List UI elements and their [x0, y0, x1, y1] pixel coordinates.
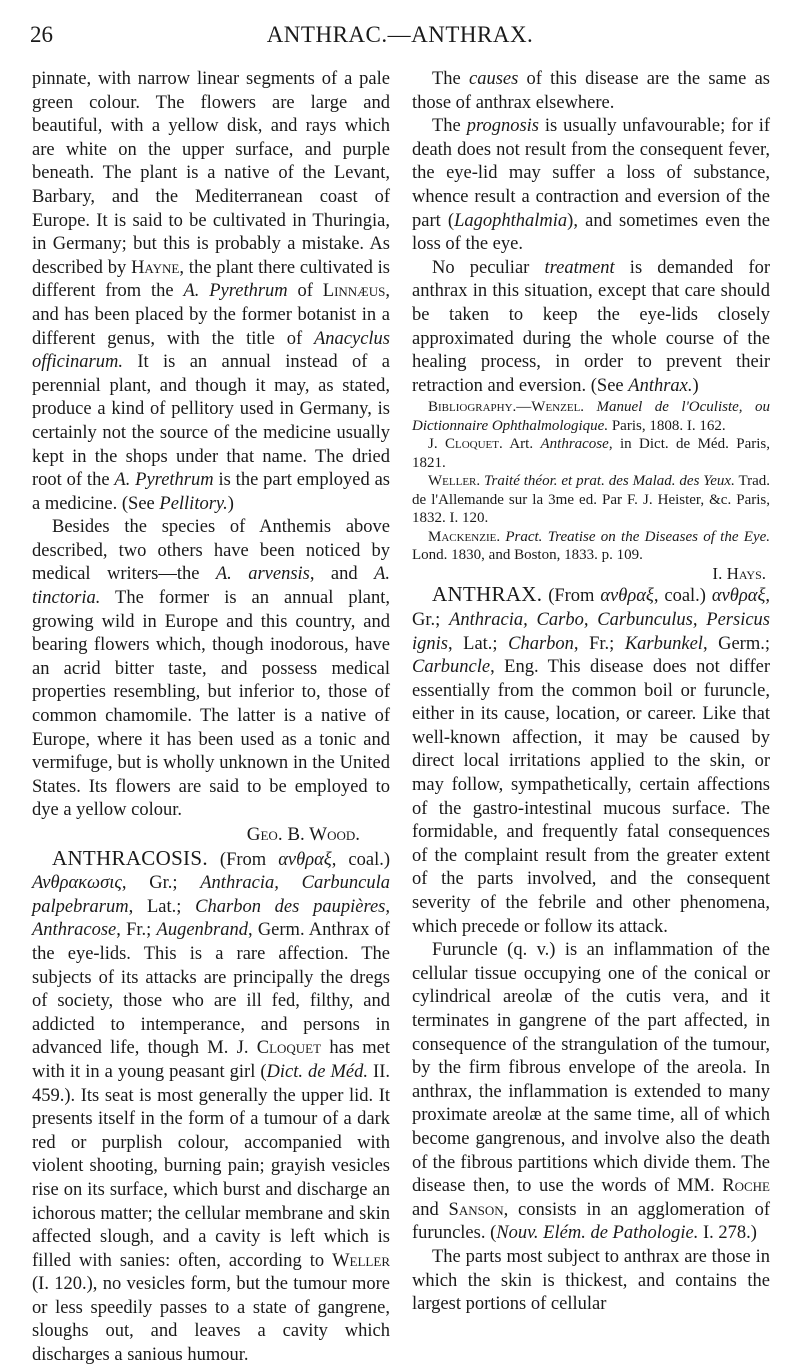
text-run: , Gr.; — [412, 586, 770, 630]
text-run: I. 278.) — [698, 1223, 757, 1244]
italic-text: ανθραξ — [600, 586, 654, 607]
signature: I. Hays. — [712, 563, 766, 583]
small-caps-text: Hayne — [131, 257, 180, 278]
entry-anthrax — [412, 583, 770, 939]
text-run: , in Dict. de Méd. Paris, 1821. — [412, 436, 770, 471]
text-run: Besides the species of Anthemis above described, two others have been noticed by medical writers—the — [32, 517, 390, 585]
italic-text: A. tinctoria. — [32, 564, 391, 609]
text-run: The — [432, 69, 469, 89]
headword: ANTHRACOSIS. — [52, 845, 208, 870]
paragraph — [32, 516, 390, 823]
italic-text: Dict. de Méd. — [266, 1061, 369, 1082]
bibliography-item — [412, 528, 770, 565]
text-run: (From — [542, 586, 601, 607]
text-run: , consists in an agglomeration of furuncles. ( — [412, 1199, 770, 1244]
text-run: The — [432, 116, 467, 137]
bibliography-item — [412, 398, 770, 435]
small-caps-text: Bibliography.—Wenzel. — [428, 399, 585, 416]
italic-text: Augenbrand — [156, 920, 248, 941]
text-run: It is an annual instead of a perennial plant, and though it may, as stated, produce a kind of pellitory used in Germany, is certainly not the source of the medicine usually kept in the shops under that name. The dried root of the — [32, 352, 390, 491]
italic-text: Lagophthalmia — [454, 210, 568, 231]
text-run: , Germ.; — [702, 633, 770, 654]
italic-text: ανθραξ — [711, 586, 766, 607]
italic-text: Anthrax. — [628, 375, 693, 396]
text-run: , Germ. Anthrax of the eye-lids. This is a rare affection. The subjects of its attacks are principally the dregs of society, those who are ill fed, filthy, and addicted to intemperance, and persons in advanced life, though M. J. — [32, 920, 390, 1059]
text-run: ) — [227, 493, 234, 514]
text-run: of this disease are the same as those of anthrax elsewhere. — [412, 69, 770, 113]
italic-text: Anthracia, Carbuncula palpebrarum — [32, 873, 390, 917]
small-caps-text: Weller. — [428, 473, 481, 490]
italic-text: Charbon des paupières, Anthracose — [32, 896, 390, 941]
text-run: The former is an annual plant, growing wild in Europe and this country, and bearing flowers which, though inodorous, have an acrid bitter taste, and possess medical properties resembling, but inferior to, those of common chamomile. The latter is a native of Europe, where it has been used as a tonic and vermifuge, but is wholly unknown in the United States. Its flowers are said to be employed to dye a yellow colour. — [32, 588, 390, 821]
text-run: , Eng. This disease does not differ essentially from the common boil or furuncle, either in its cause, location, or career. Like that well-known affection, it may be caused by direct local irritations applied to the skin, or may follow, sympathetically, certain affections of the gastro-intestinal mucous surface. The formidable, and frequently fatal consequences of the complaint result from the greater extent of the parts involved, and the consequent severity of the febrile and other phenomena, which precede or follow its attack. — [412, 657, 770, 937]
text-run: is the part employed as a medicine. (See — [32, 470, 390, 514]
italic-text: Charbon — [508, 633, 574, 654]
italic-text: Anthracose — [540, 436, 609, 453]
italic-text: A. arvensis — [215, 564, 310, 585]
page-number: 26 — [30, 22, 53, 47]
italic-text: Traité théor. et prat. des Malad. des Yeux. — [484, 473, 735, 490]
bibliography-item — [412, 472, 770, 528]
italic-text: Anacyclus officinarum. — [32, 328, 390, 373]
text-run: , coal.) — [331, 849, 390, 870]
text-run: of — [287, 281, 323, 302]
italic-text: Anthracia, Carbo, Carbunculus, Persicus ignis — [412, 609, 770, 654]
text-run: , the plant there cultivated is different from the — [32, 257, 390, 302]
text-run: II. 459.). Its seat is most generally the upper lid. It presents itself in the form of a tumour of a dark red or purplish colour, accompanied with violent shooting, burning pain; grayish vesicles rise on its surface, which burst and discharge an ichorous matter; the cellular membrane and skin affected slough, and a cavity is left which is filled with sanies: often, according to — [32, 1061, 390, 1271]
small-caps-text: Linnæus — [322, 281, 386, 302]
small-caps-text: Cloquet — [256, 1038, 322, 1059]
italic-text: Manuel de l'Oculiste, ou Dictionnaire Ophthalmologique. — [412, 399, 771, 434]
bibliography — [412, 398, 770, 583]
text-run: Furuncle (q. v.) is an inflammation of the cellular tissue occupying one of the conical or cylindrical areolæ of the cutis vera, and it terminates in gangrene of the part affected, in consequence of the strangulation of the tumour, by the firm fibrous envelope of the areola. In anthrax, the inflammation is extended to many proximate areolæ at the same time, all of which become gangrenous, and involve also the death of the fibrous partitions which divide them. The disease then, to use the words of MM. — [412, 940, 770, 1197]
text-run: is demanded for anthrax in this situation, except that care should be taken to keep the eye-lids closely approximated during the whole course of the healing process, in order to prevent their retraction and eversion. (See — [412, 257, 770, 396]
text-run: , Lat.; — [447, 633, 509, 654]
left-column — [32, 68, 390, 1368]
small-caps-text: Roche — [722, 1176, 770, 1197]
text-run: Art. — [502, 436, 541, 453]
italic-text: Karbunkel — [624, 633, 703, 654]
text-run: No peculiar — [432, 257, 545, 278]
text-run: (From — [207, 849, 279, 870]
entry-anthracosis — [32, 847, 390, 1368]
text-run: is usually unfavourable; for if death does not result from the consequent fever, the eye-lid may suffer a loss of substance, whence result a contraction and eversion of the part ( — [412, 116, 770, 231]
paragraph — [32, 68, 390, 516]
text-run: ) — [692, 375, 699, 396]
italic-text: ανθραξ — [278, 849, 332, 870]
italic-text: Nouv. Elém. de Pathologie. — [496, 1223, 699, 1244]
paragraph — [412, 115, 770, 257]
text-run: , Fr.; — [573, 633, 625, 654]
italic-text: Pellitory. — [159, 493, 228, 514]
italic-text: prognosis — [466, 116, 539, 137]
paragraph — [412, 939, 770, 1246]
paragraph — [412, 68, 770, 115]
italic-text: treatment — [544, 257, 615, 278]
italic-text: causes — [468, 69, 519, 89]
text-run: , Gr.; — [121, 873, 201, 894]
text-run: , coal.) — [653, 586, 712, 607]
italic-text: A. Pyrethrum — [114, 470, 214, 491]
page-header — [30, 22, 770, 52]
bibliography-item — [412, 435, 770, 472]
running-head: ANTHRAC.—ANTHRAX. — [266, 22, 534, 47]
text-run — [584, 399, 596, 415]
signature: Geo. B. Wood. — [246, 824, 360, 845]
text-run: Lond. 1830, and Boston, 1833. p. 109. — [412, 547, 643, 564]
small-caps-text: J. Cloquet. — [428, 436, 503, 453]
text-run: , Lat.; — [128, 896, 196, 917]
text-run: , and — [309, 564, 375, 585]
text-run: ), and sometimes even the loss of the eye. — [412, 210, 770, 255]
text-run: Trad. de l'Allemande sur la 3me ed. Par F. J. Heister, &c. Paris, 1832. I. 120. — [412, 473, 770, 527]
text-run: pinnate, with narrow linear segments of a pale green colour. The flowers are large and beautiful, with a yellow disk, and rays which are white on the upper surface, and purple beneath. The plant is a native of the Levant, Barbary, and the Mediterranean coast of Europe. It is said to be cultivated in Thuringia, in Germany; but this is probably a mistake. As described by — [32, 69, 390, 278]
italic-text: Ανθρακωσις — [32, 873, 122, 894]
text-run: and — [412, 1199, 449, 1220]
text-run: Paris, 1808. I. 162. — [608, 417, 726, 434]
paragraph — [412, 257, 770, 399]
text-run: , and has been placed by the former botanist in a different genus, with the title of — [32, 281, 390, 349]
text-run: (I. 120.), no vesicles form, but the tumour more or less speedily passes to a state of gangrene, sloughs out, and leaves a cavity which discharges a sanious humour. — [32, 1274, 390, 1366]
italic-text: A. Pyrethrum — [183, 281, 288, 302]
paragraph — [412, 1246, 770, 1317]
small-caps-text: Weller — [332, 1250, 390, 1271]
italic-text: Pract. Treatise on the Diseases of the Eye. — [505, 528, 771, 545]
text-run: has met with it in a young peasant girl ( — [32, 1038, 390, 1082]
italic-text: Carbuncle — [412, 657, 491, 678]
text-run: , Fr.; — [116, 920, 157, 941]
text-run: The parts most subject to anthrax are those in which the skin is thickest, and contains the largest portions of cellular — [412, 1246, 770, 1315]
small-caps-text: Sanson — [448, 1199, 504, 1220]
small-caps-text: Mackenzie. — [428, 528, 501, 545]
right-column — [412, 68, 770, 1317]
headword: ANTHRAX. — [432, 582, 543, 607]
